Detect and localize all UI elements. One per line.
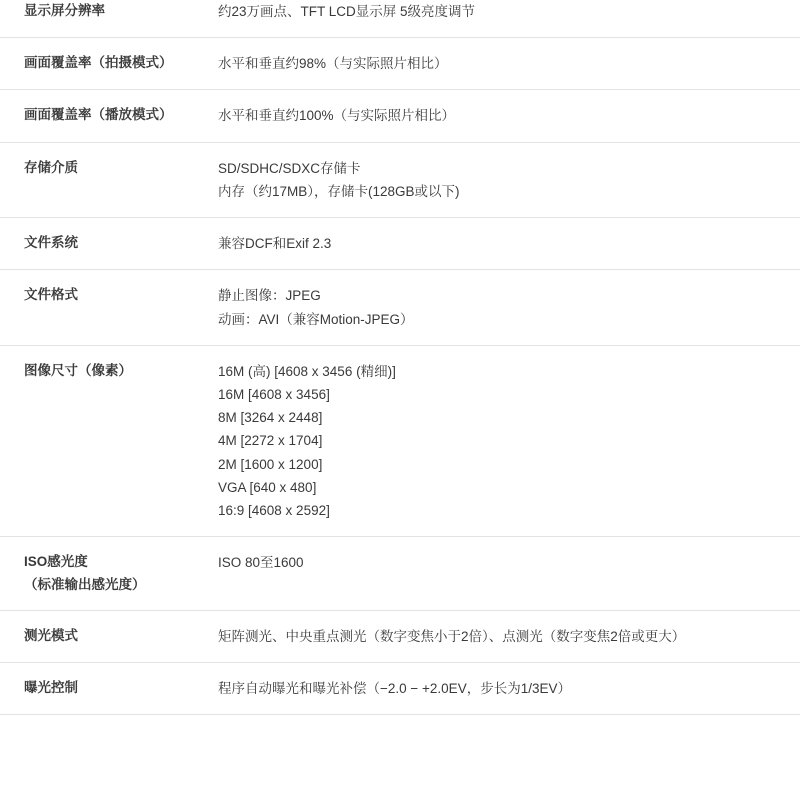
- spec-label-line: 图像尺寸（像素）: [24, 362, 132, 378]
- spec-value-line: 2M [1600 x 1200]: [218, 456, 323, 472]
- spec-label-cell: [0, 38, 200, 90]
- spec-value-cell: [200, 537, 800, 611]
- spec-value-line: ISO 80至1600: [218, 555, 304, 571]
- spec-value-cell: [200, 90, 800, 142]
- spec-label-line: 文件系统: [24, 235, 78, 251]
- spec-label-line: ISO感光度: [24, 554, 88, 570]
- spec-label-cell: [0, 218, 200, 270]
- spec-label-line: 测光模式: [24, 627, 78, 643]
- table-row: [0, 142, 800, 217]
- spec-value-line: 静止图像：JPEG: [218, 288, 321, 304]
- table-row: [0, 0, 800, 38]
- spec-label-line: 存储介质: [24, 159, 78, 175]
- spec-value-cell: [200, 270, 800, 345]
- spec-label-line: 画面覆盖率（拍摄模式）: [24, 55, 173, 71]
- table-row: [0, 345, 800, 537]
- spec-label-cell: [0, 345, 200, 537]
- spec-label-line: 显示屏分辨率: [24, 3, 105, 18]
- spec-value-line: 16M [4608 x 3456]: [218, 386, 330, 402]
- spec-value-line: 动画：AVI（兼容Motion-JPEG）: [218, 311, 414, 327]
- spec-value-line: 内存（约17MB），存储卡(128GB或以下): [218, 183, 460, 199]
- spec-value-line: 8M [3264 x 2448]: [218, 410, 323, 426]
- spec-value-cell: [200, 345, 800, 537]
- spec-value-line: 程序自动曝光和曝光补偿（−2.0 − +2.0EV，步长为1/3EV）: [218, 681, 571, 697]
- spec-label-line: 曝光控制: [24, 680, 78, 696]
- spec-label-cell: [0, 90, 200, 142]
- spec-label-cell: [0, 610, 200, 662]
- spec-value-line: 16:9 [4608 x 2592]: [218, 503, 330, 519]
- spec-label-cell: [0, 0, 200, 38]
- table-row: [0, 218, 800, 270]
- spec-value-line: 兼容DCF和Exif 2.3: [218, 236, 332, 252]
- spec-value-cell: [200, 610, 800, 662]
- spec-label-line: 文件格式: [24, 287, 78, 303]
- table-row: [0, 610, 800, 662]
- spec-value-cell: [200, 663, 800, 715]
- spec-value-line: 约23万画点、TFT LCD显示屏 5级亮度调节: [218, 4, 476, 19]
- table-row: [0, 270, 800, 345]
- spec-label-line: 画面覆盖率（播放模式）: [24, 107, 173, 123]
- spec-label-line: （标准输出感光度）: [24, 576, 146, 592]
- spec-value-cell: [200, 38, 800, 90]
- spec-value-line: 16M (高) [4608 x 3456 (精细)]: [218, 363, 396, 379]
- spec-value-line: SD/SDHC/SDXC存储卡: [218, 160, 361, 176]
- spec-value-line: 4M [2272 x 1704]: [218, 433, 323, 449]
- spec-value-line: 水平和垂直约100%（与实际照片相比）: [218, 108, 456, 124]
- spec-label-cell: [0, 270, 200, 345]
- table-row: [0, 90, 800, 142]
- spec-value-cell: [200, 218, 800, 270]
- spec-label-cell: [0, 537, 200, 611]
- table-row: [0, 663, 800, 715]
- spec-value-line: 水平和垂直约98%（与实际照片相比）: [218, 56, 448, 72]
- spec-value-line: VGA [640 x 480]: [218, 479, 317, 495]
- spec-value-line: 矩阵测光、中央重点测光（数字变焦小于2倍）、点测光（数字变焦2倍或更大）: [218, 628, 686, 644]
- spec-value-cell: [200, 142, 800, 217]
- spec-label-cell: [0, 142, 200, 217]
- table-row: [0, 537, 800, 611]
- spec-value-cell: [200, 0, 800, 38]
- spec-label-cell: [0, 663, 200, 715]
- table-row: [0, 38, 800, 90]
